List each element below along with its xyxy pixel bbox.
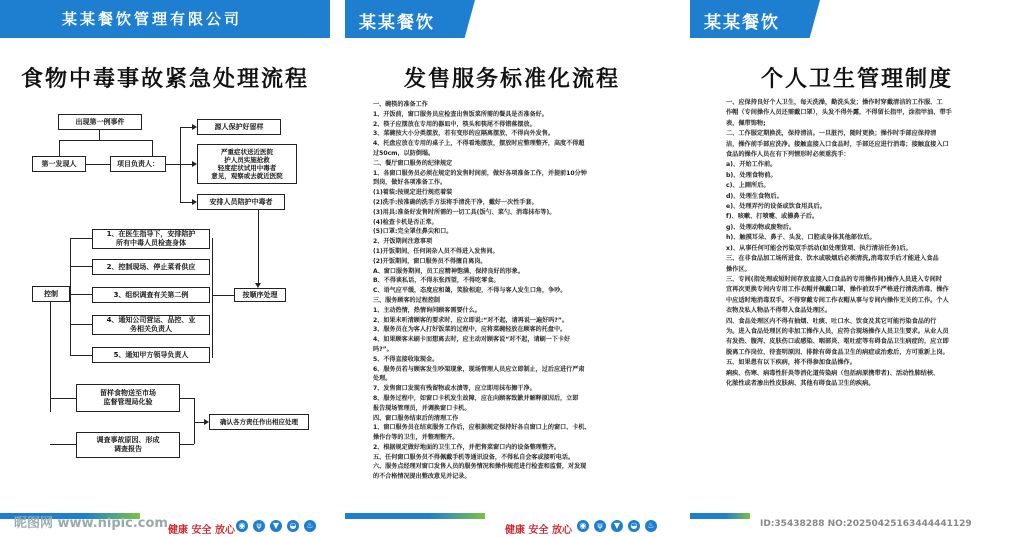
body-line: 1、窗口服务员在结束服务工作后，应根据规定保持好各自窗口上的窗口、卡机、: [373, 424, 591, 432]
body-line: 化脓性或者渗出性皮肤病、其他有碍食品卫生的疾病。: [726, 379, 875, 387]
chef-icon: ♨: [304, 520, 316, 532]
body-line: g)、处理动物或废物后。: [726, 223, 796, 231]
body-line: 宜再次更换专间内专用工作衣帽并佩戴口罩，操作前双手严格进行清洗消毒，操作: [726, 286, 949, 294]
body-line: (3)用具:准备好发售时所需的一切工具(饭勺、菜勺、消毒抹布等)。: [373, 208, 556, 216]
body-line: 六、服务点经理对窗口发售人员的服务情况和操作规范进行检查和监督，对发现: [373, 463, 587, 471]
body-line: 作帽（专间操作人员还需戴口罩），头发不得外露，不得留长指甲，涂指甲油、带手: [726, 109, 952, 117]
body-line: 6、服务员若与顾客发生吵架现象，现场管理人员应立即制止，过后应进行严肃: [373, 365, 585, 373]
body-line: 中应适时地消毒双手。不得穿戴专间工作衣帽从事与专间内操作无关的工作。个人: [726, 296, 949, 304]
body-line: 到岗，做好各项准备工作。: [373, 179, 447, 187]
cutlery-icon: ψ: [253, 520, 265, 532]
body-line: 表，佩带饰物;: [726, 119, 766, 127]
page-title: 发售服务标准化流程: [403, 67, 620, 92]
body-line: 一、应保持良好个人卫生，每天洗澡，勤洗头发；操作时穿戴清洁的工作服、工: [726, 99, 943, 106]
body-line: h)、触摸耳朵、鼻子、头发、口腔或身体其他部位后。: [726, 234, 876, 242]
body-line: 操作台等的卫生，并整理整齐。: [373, 434, 459, 442]
footer-slogan: 健康 安全 放心: [505, 525, 572, 536]
body-line: 1、主动热情，热情询问顾客需要什么。: [373, 306, 481, 314]
body-line: 三、在非食品加工场所进食、饮水或吸烟后必须清洗,消毒双手后才能进入食品: [726, 255, 939, 263]
plate-icon: ◉: [577, 520, 589, 532]
page-title: 食物中毒事故紧急处理流程: [20, 67, 309, 92]
body-line: 四、食品处理区内不得有抽烟、吐痰、吐口水、饮食及其它可能污染食品的行: [726, 317, 937, 325]
panel-footer: [345, 503, 679, 537]
body-line: 痢疾、伤寒、病毒性肝炎等消化道传染病（包括病原携带者)、活动性肺结核、: [726, 369, 940, 377]
panel-emergency-flow: [0, 0, 330, 537]
body-line: 4、托盘应放在专用的桌子上，不得看地摆放，摆放时应整理整齐，高度不得超: [373, 140, 585, 148]
body-line: B、不得谈私话，不得东张西望，不得吃零食。: [373, 277, 500, 285]
body-line: 操作区。: [726, 265, 751, 273]
watermark-left: 昵图网 www.nipic.com: [14, 516, 168, 531]
footer-icons: [577, 520, 657, 532]
body-line: 衣物及私人物品不得带入食品处理区。: [726, 307, 832, 315]
dish-icon: ◒: [628, 520, 640, 532]
body-line: 处理。: [373, 375, 392, 383]
body-line: 食品的操作人员在有下列情形时必须重洗手：: [726, 151, 850, 159]
cup-icon: ▼: [611, 520, 623, 532]
body-line: 2、筷子应摆放在专用的器皿中，筷头和筷尾不得错落摆放。: [373, 120, 536, 128]
node-first-finder: 第一发现人: [32, 156, 86, 172]
node-protect-sample: 源人保护好留样: [197, 119, 281, 135]
body-line: 四、窗口服务结束后的清理工作: [373, 414, 459, 422]
body-line: (4)检查卡机是否正常。: [373, 218, 438, 226]
body-line: (5)口罩:完全罩住鼻尖和口。: [373, 228, 453, 236]
body-line: x)、从事任何可能会污染双手活动(如处理货项、执行清洁任务)后。: [726, 244, 912, 252]
node-step-2: 2、控制现场、停止菜肴供应: [92, 259, 210, 275]
node-escort: 安排人员陪护中毒者: [197, 194, 285, 210]
node-procedure: 按顺序处理: [234, 288, 286, 302]
body-line: 洁，操作前手部应洗净。接触直接入口食品时，手部还应进行消毒；接触直接入口: [726, 140, 949, 148]
body-line: c)、上厕所后。: [726, 182, 770, 190]
body-line: b)、处理食物前。: [726, 171, 777, 179]
body-line: 三、服务顾客的过程控制: [373, 296, 441, 304]
body-line: 脱离工作岗位，待查明原因、排除有碍食品卫生的病症或治愈后，方可重新上岗。: [726, 348, 949, 356]
document-body: [726, 98, 1004, 389]
body-line: 二、餐厅窗口服务的纪律规定: [373, 159, 453, 167]
body-line: 过50cm，以防倒塌。: [373, 149, 435, 157]
panel-hygiene-policy: [690, 0, 1024, 537]
body-line: 2、如果未听清顾客的要求时，应立即说:“对不起，请再说一遍好吗?”。: [373, 316, 568, 324]
body-line: f)、咳嗽、打喷嚏、或擤鼻子后。: [726, 213, 819, 221]
footer-line: [690, 513, 750, 519]
body-line: 1、开饭前，窗口服务员应检查出售饭菜所需的餐具是否准备好。: [373, 110, 548, 118]
node-sample-lab: 留样食物送至市场 监督管理局化验: [76, 384, 180, 412]
body-line: (1)着装:按规定进行规范着装: [373, 189, 453, 197]
node-project-lead: 项目负责人：: [110, 156, 166, 172]
node-step-1: 1、在医生指导下，安排陪护 所有中毒人员检查身体: [92, 229, 210, 249]
body-line: 报告现场管理员，并调换窗口卡机。: [373, 404, 471, 412]
company-name: 某某餐饮管理有限公司: [62, 10, 243, 28]
body-line: 1、各窗口服务员必须在规定的发售时间前，做好各项准备工作，并提前10分钟: [373, 169, 587, 177]
body-line: 7、发售窗口发现有残留物或水渍等，应立即用抹布擦干净。: [373, 385, 536, 393]
body-line: 4、如果顾客未刷卡而想离去时，应主动对顾客说“对不起，请刷一下卡好: [373, 336, 571, 344]
document-body: [373, 100, 661, 482]
brand-name: 某某餐饮: [704, 13, 780, 33]
body-line: A、窗口服务期间，员工应精神饱满，保持良好的形象。: [373, 267, 524, 275]
body-line: 2、根据规定做好地面的卫生工作，并把售菜窗口内的设备整理整齐。: [373, 443, 561, 451]
node-severe-symptoms: 严重症状送近医院 护人员实施抢救 轻度症状试用中毒者 意见，观察或去就近医院: [197, 144, 297, 184]
body-line: (2)洗手:按准确的洗手方法将手清洗干净，戴好一次性手套。: [373, 198, 538, 206]
body-line: 为。进入食品处理区的非加工操作人员，应符合现场操作人员卫生要求。从业人员: [726, 327, 949, 335]
node-investigation: 调查事故原因、形成 调查报告: [76, 432, 180, 458]
footer-slogan: 健康 安全 放心: [168, 525, 235, 536]
body-line: (1)开饭期间，任何闲杂人员不得进入发售间。: [373, 247, 499, 255]
cup-icon: ▼: [270, 520, 282, 532]
body-line: a)、开始工作前。: [726, 161, 777, 169]
body-line: 吗?”。: [373, 345, 393, 353]
body-line: 一、碗筷的准备工作: [373, 101, 428, 108]
footer-icons: [236, 520, 316, 532]
cutlery-icon: ψ: [594, 520, 606, 532]
body-line: 二、工作服定期换洗，保持清洁。一旦脏污，随时更换；操作时手部应保持清: [726, 130, 937, 138]
body-line: 有发热、腹泻、皮肤伤口或感染、咽部炎、呕吐症等有碍食品卫生病症的，应立即: [726, 338, 949, 346]
body-line: 三、专间(指处理或短时间存放直接入口食品的专用操作间)操作人员进入专间时: [726, 275, 943, 283]
body-line: C、语气应平缓，态度应和蔼，笑脸相迎，不得与客人发生口角，争吵。: [373, 287, 567, 295]
chef-icon: ♨: [645, 520, 657, 532]
brand-name: 某某餐饮: [359, 13, 435, 33]
node-step-5: 5、通知甲方领导负责人: [92, 347, 210, 363]
panel-service-standard: [345, 0, 679, 537]
panel-header: [690, 0, 1024, 40]
body-line: 五、如果患有以下疾病，将不得参加食品操作。: [726, 359, 856, 367]
footer-line: [345, 513, 485, 519]
plate-icon: ◉: [236, 520, 248, 532]
body-line: (2)开饭期间，窗口服务员不得擅自离岗。: [373, 257, 487, 265]
page-title: 个人卫生管理制度: [760, 67, 953, 92]
watermark-right: ID:35438288 NO:20250425163444441129: [760, 519, 972, 529]
body-line: 8、服务过程中，如窗口卡机发生故障，应在向顾客致歉并解释原因后，立即: [373, 394, 579, 402]
node-step-3: 3、组织调查有关第二例: [92, 287, 210, 303]
panel-header: [345, 0, 679, 40]
node-step-4: 4、通知公司营运、品控、业 务相关负责人: [92, 315, 210, 335]
body-line: 3、菜碗按大小分类摆放，若有变形的应隔离摆放，不得向外发售。: [373, 130, 554, 138]
node-control: 控制: [32, 286, 70, 302]
body-line: e)、处理弄污的设备或饮食用具后。: [726, 203, 826, 211]
dish-icon: ◒: [287, 520, 299, 532]
body-line: 3、服务员在为客人打好饭菜的过程中，应将菜碗轻放在顾客的托盘中。: [373, 326, 567, 334]
panel-header: [0, 0, 330, 40]
body-line: 5、不得直接收取现金。: [373, 355, 439, 363]
body-line: d)、处理生食物后。: [726, 192, 783, 200]
node-first-case: 出现第一例事件: [58, 114, 142, 130]
body-line: 五、任何窗口服务员不得佩戴手机等通讯设备，不得私自会客或接听电话。: [373, 453, 575, 461]
node-confirm-responsibility: 确认各方责任作出相应处理: [209, 414, 309, 430]
body-line: 2、开饭期间注意事项: [373, 238, 433, 246]
body-line: 的不合格情况提出整改意见并记录。: [373, 473, 471, 481]
